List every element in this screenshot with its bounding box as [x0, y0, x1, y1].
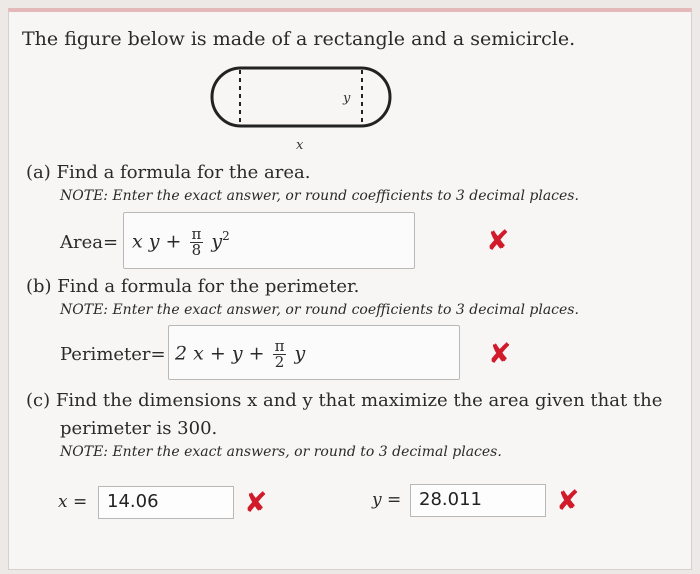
- part-a-prompt: (a) Find a formula for the area.: [26, 162, 311, 183]
- perimeter-term-2: y: [294, 342, 306, 365]
- part-b-note: NOTE: Enter the exact answer, or round coefficients to 3 decimal places.: [60, 302, 579, 318]
- x-answer-label: x =: [58, 492, 88, 512]
- y-answer-label: y =: [372, 490, 402, 510]
- part-c-prompt-line1: (c) Find the dimensions x and y that maximize the area given that the: [26, 390, 663, 411]
- figure-y-label: y: [343, 91, 351, 106]
- area-fraction: [190, 227, 204, 258]
- part-b-prompt: (b) Find a formula for the perimeter.: [26, 276, 360, 297]
- part-c-prompt-line2: perimeter is 300.: [60, 418, 218, 439]
- area-frac-num: π: [191, 225, 202, 243]
- figure-shape: [212, 68, 390, 126]
- intro-text: The figure below is made of a rectangle and a semicircle.: [22, 28, 576, 50]
- area-term-1: x y +: [132, 230, 182, 253]
- perimeter-answer-field[interactable]: [168, 325, 460, 380]
- area-answer-expression: [132, 227, 230, 258]
- area-answer-field[interactable]: [123, 212, 415, 269]
- perimeter-frac-den: 2: [274, 353, 285, 371]
- perimeter-fraction: [273, 339, 287, 370]
- area-incorrect-icon: ✘: [486, 224, 510, 257]
- perimeter-label: Perimeter=: [60, 344, 166, 365]
- y-incorrect-icon: ✘: [556, 484, 580, 517]
- perimeter-frac-num: π: [274, 337, 285, 355]
- part-a-note: NOTE: Enter the exact answer, or round coefficients to 3 decimal places.: [60, 188, 579, 204]
- perimeter-term-1: 2 x + y +: [175, 342, 265, 365]
- x-answer-input[interactable]: 14.06: [98, 486, 234, 519]
- area-exponent: 2: [222, 229, 230, 244]
- area-term-2: y: [211, 230, 223, 253]
- x-incorrect-icon: ✘: [244, 486, 268, 519]
- area-frac-den: 8: [191, 241, 202, 259]
- y-answer-input[interactable]: 28.011: [410, 484, 546, 517]
- area-label: Area=: [60, 232, 119, 253]
- perimeter-answer-expression: [175, 339, 305, 370]
- perimeter-incorrect-icon: ✘: [488, 337, 512, 370]
- figure-diagram: [200, 60, 410, 155]
- part-c-note: NOTE: Enter the exact answers, or round to 3 decimal places.: [60, 444, 502, 460]
- figure-x-label: x: [296, 138, 304, 153]
